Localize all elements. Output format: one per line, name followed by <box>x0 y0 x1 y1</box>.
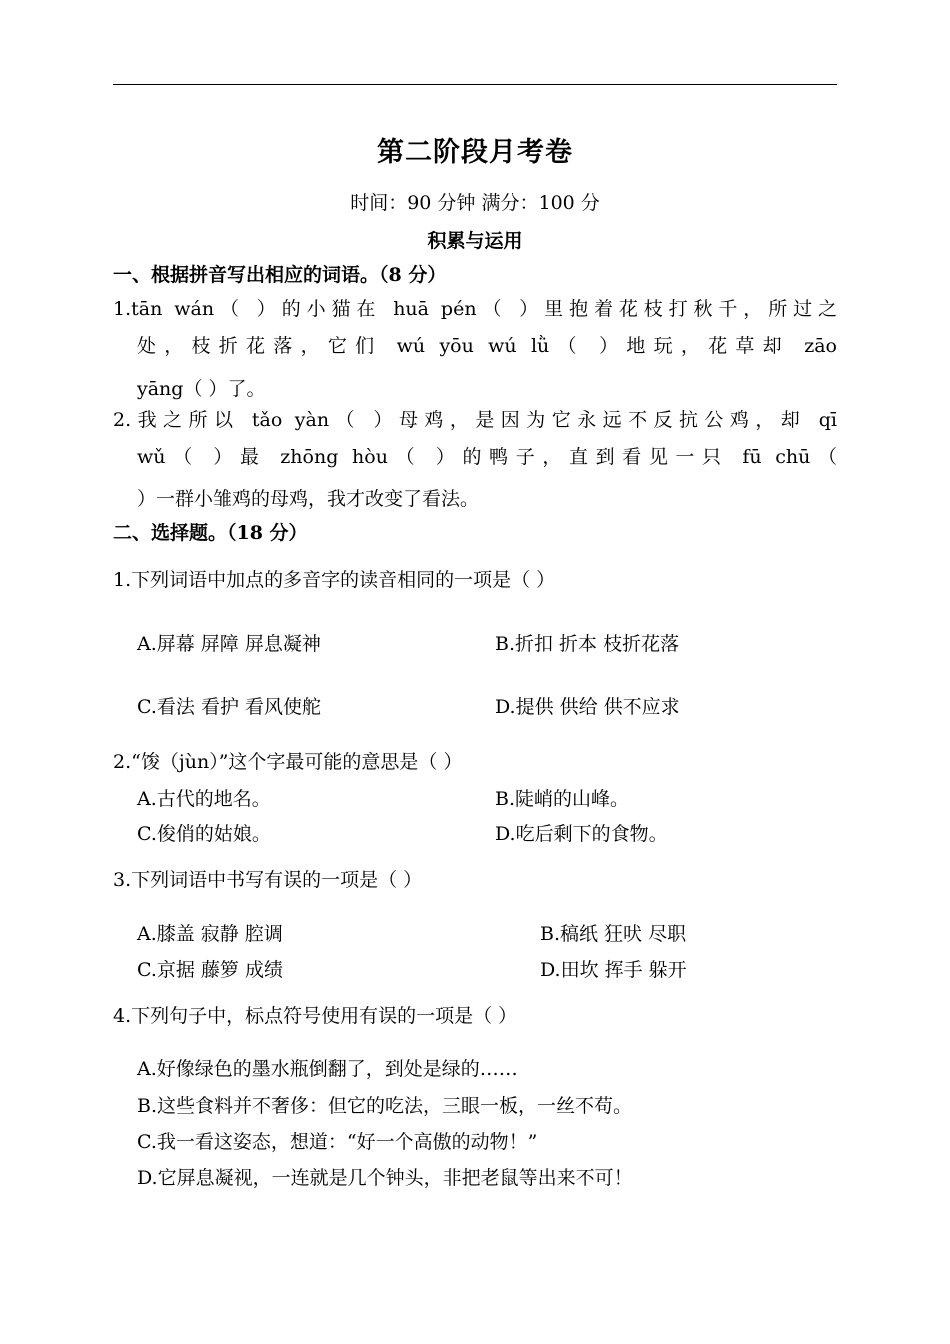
q3-option-c: C.京据 藤箩 成绩 <box>137 959 283 981</box>
q1-option-c: C.看法 看护 看风使舵 <box>137 696 321 718</box>
q4-option-c: C.我一看这姿态，想道：“好一个高傲的动物！” <box>137 1131 538 1153</box>
q1-option-a: A.屏幕 屏障 屏息凝神 <box>137 633 321 655</box>
q4-stem: 4.下列句子中，标点符号使用有误的一项是（ ） <box>113 1005 518 1027</box>
q4-option-b: B.这些食料并不奢侈：但它的吃法，三眼一板，一丝不苟。 <box>137 1095 633 1117</box>
q2-option-b: B.陡峭的山峰。 <box>495 788 630 810</box>
part1-q1-line1: 1.tān wán（ ）的小猫在 huā pén（ ）里抱着花枝打秋千，所过之 <box>113 298 837 320</box>
q3-option-b: B.稿纸 狂吠 尽职 <box>540 923 687 945</box>
part1-q1-line2: 处，枝折花落，它们 wú yōu wú lǜ（ ）地玩，花草却 zāo <box>137 335 837 357</box>
part1-q1-line3: yāng（ ）了。 <box>137 378 266 400</box>
q3-option-d: D.田坎 挥手 躲开 <box>540 959 687 981</box>
header-rule <box>113 84 837 85</box>
part1-heading: 一、根据拼音写出相应的词语。（8 分） <box>113 264 447 286</box>
q1-stem: 1.下列词语中加点的多音字的读音相同的一项是（ ） <box>113 569 556 591</box>
q2-option-c: C.俊俏的姑娘。 <box>137 823 271 845</box>
q4-option-a: A.好像绿色的墨水瓶倒翻了，到处是绿的…… <box>137 1058 518 1080</box>
exam-meta: 时间：90 分钟 满分：100 分 <box>350 192 600 214</box>
q1-option-d: D.提供 供给 供不应求 <box>495 696 680 718</box>
q3-stem: 3.下列词语中书写有误的一项是（ ） <box>113 869 423 891</box>
q2-option-d: D.吃后剩下的食物。 <box>495 823 668 845</box>
q1-option-b: B.折扣 折本 枝折花落 <box>495 633 680 655</box>
q2-stem: 2.“馂（jùn）”这个字最可能的意思是（ ） <box>113 751 463 773</box>
part1-q2-line2: wǔ（ ）最 zhōng hòu（ ）的鸭子，直到看见一只 fū chū（ <box>137 446 837 468</box>
part1-q2-line3: ）一群小雏鸡的母鸡，我才改变了看法。 <box>137 488 480 510</box>
part1-q2-line1: 2.我之所以 tǎo yàn（ ）母鸡，是因为它永远不反抗公鸡，却 qī <box>113 409 837 431</box>
section-title: 积累与运用 <box>427 230 523 252</box>
q3-option-a: A.膝盖 寂静 腔调 <box>137 923 283 945</box>
q4-option-d: D.它屏息凝视，一连就是几个钟头，非把老鼠等出来不可！ <box>137 1167 633 1189</box>
q2-option-a: A.古代的地名。 <box>137 788 271 810</box>
part2-heading: 二、选择题。（18 分） <box>113 522 308 544</box>
exam-title: 第二阶段月考卷 <box>377 137 573 168</box>
